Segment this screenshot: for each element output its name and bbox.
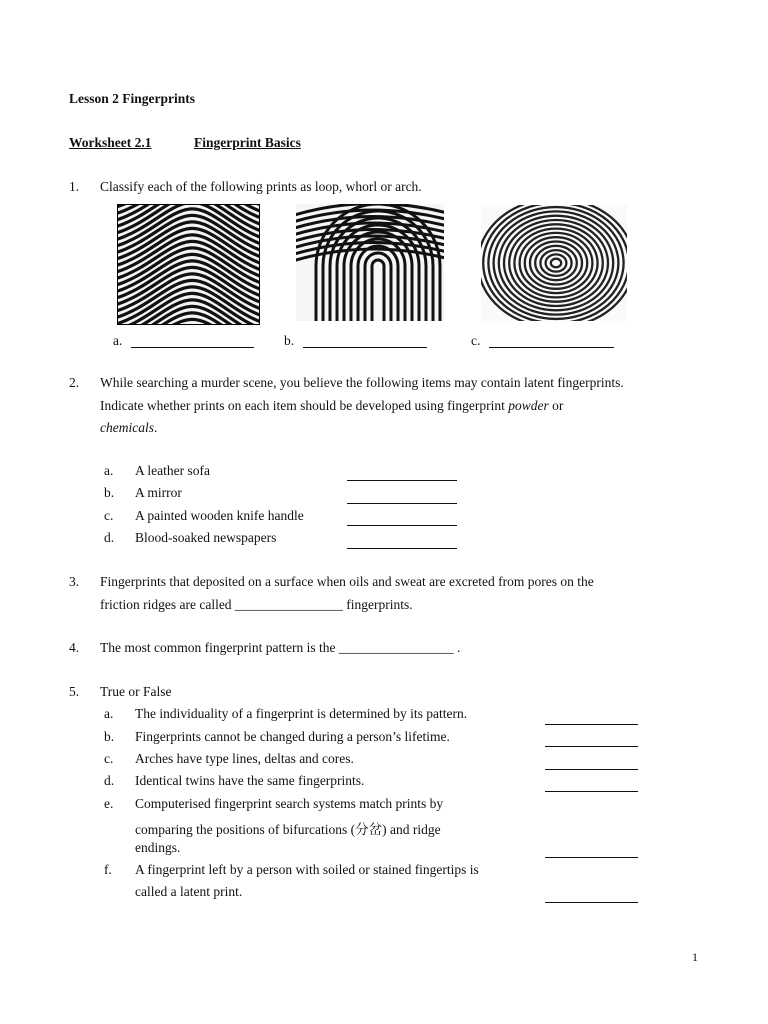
q2-answer-line-d[interactable] [347,548,457,549]
q2-answer-line-c[interactable] [347,525,457,526]
q5-item-label: c. [104,751,114,766]
q5-number: 5. [69,684,80,699]
page-number: 1 [692,950,698,964]
q5-item-text: The individuality of a fingerprint is determined by its pattern. [135,706,468,721]
q1-answer-line-b[interactable] [303,347,427,348]
q5-item-label: b. [104,729,115,744]
q5-item-label: d. [104,773,115,788]
q1-answer-line-c[interactable] [489,347,614,348]
loop-fingerprint-icon [296,204,444,321]
q5-item-label: e. [104,796,114,811]
q2-line2: Indicate whether prints on each item should be developed using fingerprint powder or [100,398,564,413]
q2-number: 2. [69,375,80,390]
q2-item-text: Blood-soaked newspapers [135,530,277,545]
q5-answer-line-a[interactable] [545,724,638,725]
worksheet-title: Fingerprint Basics [194,135,301,150]
q2-answer-line-a[interactable] [347,480,457,481]
q1-label-a: a. [113,333,123,348]
q2-answer-line-b[interactable] [347,503,457,504]
q3-line1: Fingerprints that deposited on a surface when oils and sweat are excreted from pores on the [100,574,594,589]
q3-line2: friction ridges are called ________________ fingerprints. [100,597,413,612]
q5-item-text: Fingerprints cannot be changed during a person’s lifetime. [135,729,450,744]
q5-answer-line-f[interactable] [545,902,638,903]
q1-text: Classify each of the following prints as loop, whorl or arch. [100,179,422,194]
q5-answer-line-c[interactable] [545,769,638,770]
q4-number: 4. [69,640,80,655]
q1-label-b: b. [284,333,295,348]
q2-item-label: d. [104,530,115,545]
q5-item-label: f. [104,862,112,877]
q3-number: 3. [69,574,80,589]
q5-item-text: A fingerprint left by a person with soiled or stained fingertips is [135,862,479,877]
q5-item-text: Computerised fingerprint search systems match prints by [135,796,444,811]
q5-answer-line-d[interactable] [545,791,638,792]
q5-title: True or False [100,684,172,699]
q5-item-text: comparing the positions of bifurcations (分岔) and ridge [135,822,441,837]
q5-item-text: called a latent print. [135,884,243,899]
q5-answer-line-e[interactable] [545,857,638,858]
q5-item-text: Arches have type lines, deltas and cores. [135,751,354,766]
q5-answer-line-b[interactable] [545,746,638,747]
q2-item-text: A leather sofa [135,463,210,478]
q5-item-label: a. [104,706,114,721]
q2-line1: While searching a murder scene, you believe the following items may contain latent fingerprints. [100,375,624,390]
q4-text: The most common fingerprint pattern is the _________________ . [100,640,461,655]
q2-line3: chemicals. [100,420,158,435]
q2-item-text: A painted wooden knife handle [135,508,304,523]
q2-item-text: A mirror [135,485,182,500]
q5-item-text: Identical twins have the same fingerprints. [135,773,365,788]
q5-item-text: endings. [135,840,181,855]
whorl-fingerprint-icon [481,205,627,321]
worksheet-number: Worksheet 2.1 [69,135,152,150]
q1-label-c: c. [471,333,481,348]
q1-number: 1. [69,179,80,194]
q2-item-label: a. [104,463,114,478]
q2-item-label: b. [104,485,115,500]
q1-answer-line-a[interactable] [131,347,254,348]
lesson-title: Lesson 2 Fingerprints [69,91,196,106]
arch-fingerprint-icon [117,204,260,325]
q2-item-label: c. [104,508,114,523]
